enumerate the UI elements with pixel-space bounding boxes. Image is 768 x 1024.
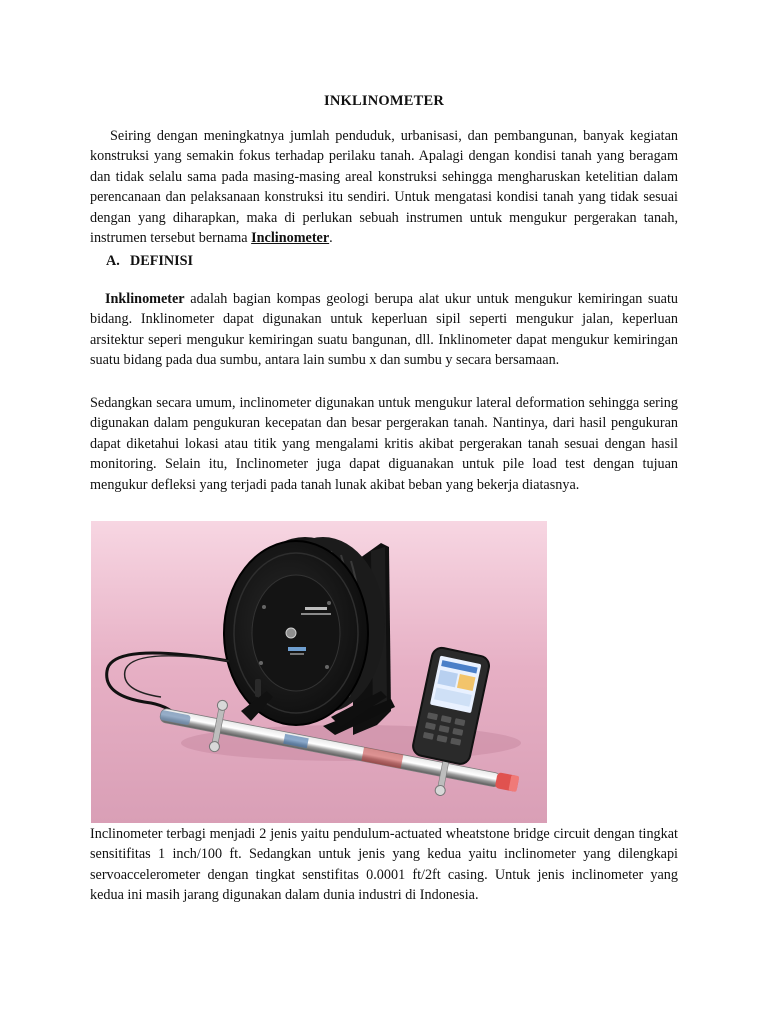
definition-text: adalah bagian kompas geologi berupa alat ukur untuk mengukur kemiringan suatu bidang. Inklinometer dapat digunakan untuk keperluan sipil seperti mengukur jalan, keperluan arsitektur seperi mengukur kemiringan suatu bangunan, dll. Inklinometer dapat mengukur kemiringan suatu bidang pada dua sumbu, antara lain sumbu x dan sumbu y secara bersamaan. — [90, 291, 678, 369]
general-use-paragraph: Sedangkan secara umum, inclinometer digunakan untuk mengukur lateral deformation sehingga sering digunakan dalam pengukuran kecepatan dan besar pergerakan tanah. Nantinya, dari hasil pengukuran dapat diketahui lokasi atau titik yang mengalami kritis akibat pergerakan tanah sesuai dengan hasil monitoring. Selain itu, Inclinometer juga dapat diguanakan untuk pile load test dengan tujuan mengukur defleksi yang terjadi pada tanah lunak akibat beban yang bekerja diatasnya. — [90, 395, 678, 493]
inclinometer-emphasis: Inclinometer — [251, 230, 330, 247]
definition-term: Inklinometer — [105, 291, 185, 307]
section-number: A. — [106, 253, 120, 269]
intro-paragraph — [90, 126, 678, 248]
intro-text: Seiring dengan meningkatnya jumlah penduduk, urbanisasi, dan pembangunan, banyak kegiatan konstruksi yang semakin fokus terhadap perilaku tanah. Apalagi dengan kondisi tanah yang beragam dan tidak selalu sama pada masing-masing areal konstruksi sehingga mengharuskan ketelitian dalam perencanaan dan pelaksanaan konstruksi itu sendiri. Untuk mengatasi kondisi tanah yang tidak sesuai dengan yang diharapkan, maka di perlukan sebuah instrumen untuk mengukur pergerakan tanah, instrumen tersebut bernama — [90, 128, 678, 247]
section-heading-definisi — [106, 253, 193, 270]
types-paragraph: Inclinometer terbagi menjadi 2 jenis yaitu pendulum-actuated wheatstone bridge circuit dengan tingkat sensitifitas 1 inch/100 ft. Sedangkan untuk jenis yang kedua yaitu inclinometer yang dilengkapi servoaccelerometer dengan tingkat senstifitas 0.0001 ft/2ft casing. Untuk jenis inclinometer yang kedua ini masih jarang digunakan dalam dunia industri di Indonesia. — [90, 826, 678, 904]
section-title: DEFINISI — [130, 253, 194, 269]
inclinometer-photo — [91, 521, 547, 823]
intro-end: . — [329, 230, 333, 247]
definition-paragraph — [90, 289, 678, 371]
page-title: INKLINOMETER — [323, 93, 445, 109]
inclinometer-illustration — [91, 521, 547, 823]
